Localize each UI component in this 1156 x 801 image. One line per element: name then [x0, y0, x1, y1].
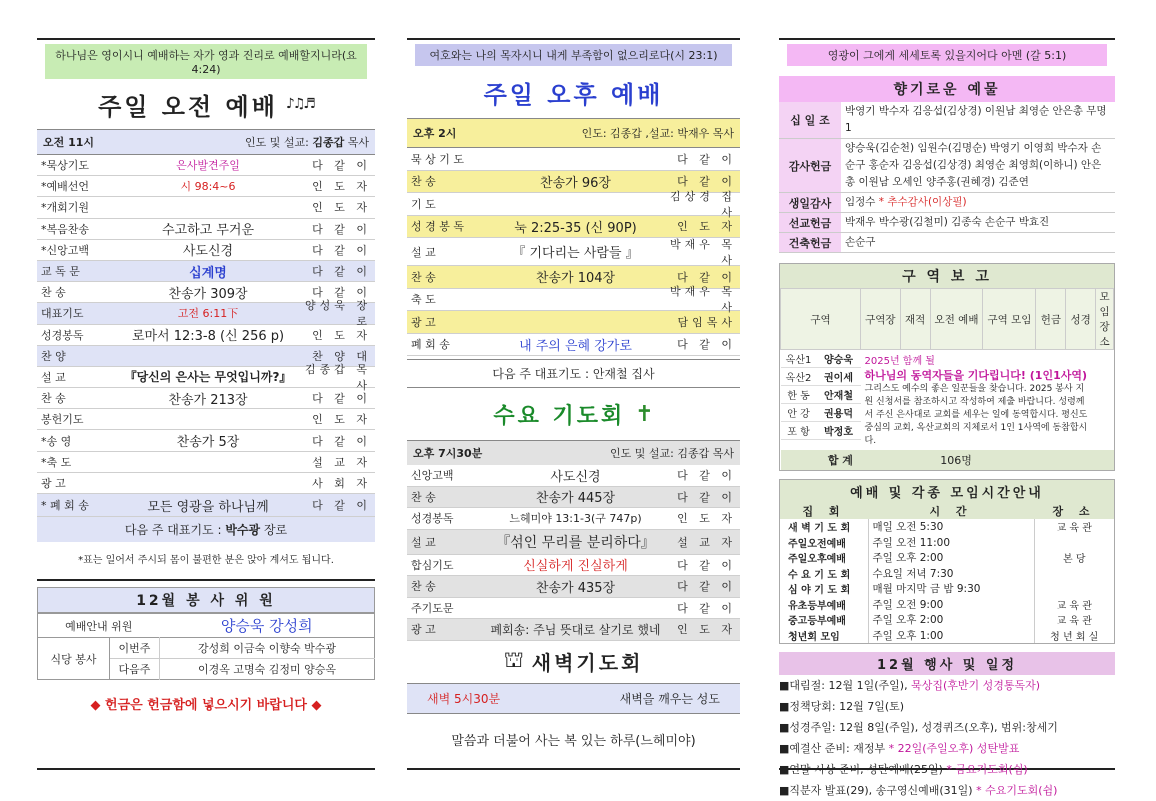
schedule-header: 시 간	[929, 505, 973, 518]
music-notes-icon: ♪♫♬	[285, 96, 314, 112]
service-time: 오후 2시	[413, 127, 457, 140]
bullet-icon: ■	[779, 700, 790, 713]
district-header: 성경	[1066, 289, 1096, 350]
order-label: 설 교	[411, 245, 436, 259]
order-row	[37, 388, 375, 409]
order-row	[37, 409, 375, 430]
this-week-names: 강성희 이금숙 이향숙 박수광	[197, 642, 336, 655]
event-item	[779, 696, 1115, 717]
event-item	[779, 717, 1115, 738]
event-item	[779, 759, 1115, 780]
order-content: 고전 6:11下	[177, 307, 239, 321]
order-content: 찬송가 5장	[176, 435, 240, 451]
page-title: 주일 오전 예배	[98, 92, 278, 121]
bottom-rule	[37, 768, 375, 770]
order-role: 다 같 이	[312, 434, 371, 448]
district-text: 그리스도 예수의 좋은 일꾼들을 찾습니다. 2025 봉사 지원 신청서를 참조하시고 작성하여 제출 바랍니다. 성령께서 주신 은사대로 교회를 세우는 일에 동역합시다. 평신도 중심의 교회, 옥산교회의 지체로서 1인 1사역에 동참합시다.	[864, 384, 1088, 446]
order-role: 다 같 이	[677, 175, 736, 189]
order-label: *예배선언	[41, 180, 90, 194]
order-content: 폐회송: 주님 뜻대로 살기로 했네	[490, 622, 661, 637]
offering-label: 건축헌금	[779, 233, 841, 253]
district-year: 2025년 함께 될	[864, 356, 935, 367]
order-role: 다 같 이	[312, 499, 371, 512]
schedule-name: 중고등부예배	[780, 612, 868, 628]
verse-banner: 하나님은 영이시니 예배하는 자가 영과 진리로 예배할지니라(요4:24)	[45, 44, 367, 79]
service-leader: 인도: 김종갑 ,설교: 박재우 목사	[581, 127, 734, 140]
district-name: 안 강	[787, 409, 810, 420]
schedule-header: 장 소	[1052, 505, 1096, 518]
schedule-row	[780, 597, 1114, 613]
order-role: 김종갑 목사	[304, 362, 371, 392]
order-content: 찬송가 104장	[535, 271, 616, 287]
order-of-worship	[37, 155, 375, 517]
order-row	[37, 261, 375, 282]
service-header	[37, 129, 375, 155]
order-role: 담임목사	[677, 315, 736, 329]
schedule-place: 교 육 관	[1056, 523, 1092, 535]
order-role: 인 도 자	[312, 201, 371, 215]
order-row	[37, 430, 375, 451]
order-label: 성 경 봉 독	[411, 220, 464, 234]
order-content: 시 98:4~6	[180, 180, 236, 194]
district-row	[781, 404, 861, 422]
offering-names: 박재우 박수광(김철미) 김종숙 손순구 박효진	[845, 216, 1050, 228]
order-label: *축 도	[41, 455, 72, 469]
morning-service-column	[37, 40, 375, 727]
offering-names: 박영기 박수자 김응섭(김상경) 이원남 최영순 안은총 무명1	[845, 105, 1107, 134]
offering-title: 향기로운 예물	[779, 76, 1115, 102]
offering-names	[841, 193, 1115, 213]
bullet-icon: ■	[779, 763, 790, 776]
order-label: 찬 송	[41, 286, 66, 300]
offering-row	[779, 213, 1115, 233]
order-row	[407, 334, 740, 357]
service-header	[407, 118, 740, 148]
order-role: 다 같 이	[677, 469, 736, 483]
order-content: 은사발견주일	[176, 159, 240, 173]
events-list	[779, 675, 1115, 801]
order-row	[407, 311, 740, 334]
order-role: 인 도 자	[677, 220, 736, 234]
schedule-time: 매월 마지막 금 밤 9:30	[868, 581, 1034, 597]
order-content: 『섞인 무리를 분리하다』	[496, 534, 655, 551]
wed-time: 오후 7시30분	[413, 447, 483, 460]
schedule-title: 예배 및 각종 모임시간안내	[780, 480, 1114, 503]
order-role: 다 같 이	[312, 392, 371, 406]
next-week-names: 이경옥 고명숙 김정미 양승옥	[197, 663, 336, 676]
order-role: 인 도 자	[312, 180, 371, 194]
schedule-row	[780, 519, 1114, 535]
order-role: 사 회 자	[312, 476, 371, 490]
order-role: 박재우 목사	[669, 285, 736, 315]
event-item	[779, 738, 1115, 759]
offering-row	[779, 193, 1115, 213]
schedule-place: 교 육 관	[1056, 600, 1092, 612]
district-header: 구역 모임	[983, 289, 1036, 350]
event-text: 직분자 발표(29), 송구영신예배(31일)	[789, 784, 977, 797]
district-name: 옥산1	[785, 355, 812, 366]
next-week-label: 다음주	[110, 659, 160, 680]
order-label: 찬 송	[411, 175, 436, 189]
order-content: 느헤미야 13:1-3(구 747p)	[509, 512, 642, 526]
district-leader: 박정호	[824, 427, 853, 438]
event-text: 대림절: 12월 1일(주일),	[789, 679, 912, 692]
bullet-icon: ■	[779, 721, 790, 734]
order-role: 다 같 이	[677, 152, 736, 166]
schedule-row	[780, 628, 1114, 644]
schedule-header-row	[780, 503, 1114, 519]
order-row	[407, 508, 740, 530]
bullet-icon: ■	[779, 784, 790, 797]
schedule-place	[1034, 581, 1114, 597]
order-label: 찬 양	[41, 349, 66, 363]
dawn-title: 새벽기도회	[531, 651, 644, 675]
order-row	[407, 619, 740, 641]
schedule-name: 심 야 기 도 회	[780, 581, 868, 597]
schedule-name: 주일오전예배	[780, 535, 868, 551]
district-table	[780, 288, 1114, 470]
order-content: 사도신경	[550, 469, 601, 485]
schedule-time: 주일 오전 9:00	[868, 597, 1034, 613]
order-role: 인 도 자	[312, 328, 371, 342]
order-label: *묵상기도	[41, 159, 90, 173]
district-header: 모임 장소	[1096, 289, 1114, 350]
order-label: 설 교	[41, 370, 66, 384]
wed-leader: 인도 및 설교: 김종갑 목사	[610, 447, 734, 460]
service-leader: 인도 및 설교: 김종갑 목사	[245, 136, 369, 149]
order-label: 광 고	[411, 623, 436, 637]
district-slogan: 하나님의 동역자들을 기다립니다! (1인1사역)	[864, 369, 1088, 382]
order-row	[37, 494, 375, 517]
event-item	[779, 675, 1115, 696]
schedule-place	[1034, 535, 1114, 551]
bottom-rule	[407, 768, 740, 770]
order-label: 찬 송	[411, 490, 436, 504]
order-content: 찬송가 435장	[535, 580, 616, 596]
schedule-row	[780, 550, 1114, 566]
schedule-name: 주일오후예배	[780, 550, 868, 566]
district-leader: 안재철	[824, 391, 853, 402]
dawn-info	[407, 683, 740, 714]
next-prayer: 다음 주 대표기도 : 박수광 장로	[37, 517, 375, 542]
district-name: 포 항	[787, 427, 810, 438]
order-role: 다 같 이	[312, 159, 371, 173]
order-label: 성경봉독	[411, 512, 454, 526]
order-content: 사도신경	[182, 244, 234, 260]
order-label: *송 영	[41, 434, 72, 448]
order-role: 다 같 이	[312, 265, 371, 279]
order-role: 설 교 자	[312, 455, 371, 469]
order-label: 찬 송	[411, 580, 436, 594]
order-row	[37, 473, 375, 494]
order-role: 다 같 이	[312, 222, 371, 236]
schedule-time: 수요일 저녁 7:30	[868, 566, 1034, 582]
district-row	[781, 368, 861, 386]
order-row	[407, 189, 740, 219]
district-row	[781, 386, 861, 404]
order-content: 찬송가 309장	[168, 286, 248, 302]
this-week-label: 이번주	[110, 638, 160, 659]
district-header: 구역	[781, 289, 861, 350]
offering-label: 십 일 조	[779, 102, 841, 139]
order-content: 신실하게 진실하게	[523, 559, 628, 575]
afternoon-service-column	[407, 40, 740, 765]
district-header: 헌금	[1036, 289, 1066, 350]
order-row	[37, 197, 375, 218]
offering-label: 감사헌금	[779, 139, 841, 193]
event-highlight: * 22일(주일오후) 성탄발표	[888, 742, 1020, 755]
order-content: 찬송가 96장	[540, 175, 611, 191]
standing-note: *표는 일어서 주시되 몸이 불편한 분은 앉아 계셔도 됩니다.	[78, 555, 334, 566]
order-label: 기 도	[411, 197, 436, 211]
event-text: 성경주일: 12월 8일(주일), 성경퀴즈(오후), 범위:창세기	[789, 721, 1058, 734]
order-row	[407, 487, 740, 509]
order-row	[37, 299, 375, 329]
next-prayer: 다음 주 대표기도 : 안재철 집사	[407, 359, 740, 388]
offering-names: 손순구	[845, 236, 876, 248]
order-role: 다 같 이	[312, 243, 371, 257]
order-role: 설 교 자	[677, 535, 736, 549]
order-label: 폐 회 송	[411, 338, 450, 352]
order-role: 다 같 이	[677, 490, 736, 504]
order-content: 수고하고 무거운	[161, 223, 255, 239]
order-label: 광 고	[411, 315, 436, 329]
verse-banner: 영광이 그에게 세세토록 있을지어다 아멘 (갈 5:1)	[787, 44, 1107, 66]
order-label: 묵 상 기 도	[411, 152, 464, 166]
event-text: 정책당회: 12월 7일(토)	[789, 700, 905, 713]
cross-icon: ✝	[635, 401, 654, 427]
event-text: 연말 시상 준비, 성탄예배(25일)	[789, 763, 947, 776]
schedule-place: 본 당	[1063, 554, 1086, 566]
schedule-place	[1034, 566, 1114, 582]
order-label: 교 독 문	[41, 265, 80, 279]
district-header: 구역장	[861, 289, 901, 350]
schedule-name: 새 벽 기 도 회	[780, 519, 868, 535]
total-value: 106명	[940, 454, 972, 467]
order-label: 찬 송	[41, 392, 66, 406]
schedule-time: 주일 오후 2:00	[868, 550, 1034, 566]
order-row	[407, 285, 740, 315]
order-row	[407, 598, 740, 620]
order-content: 눅 2:25-35 (신 90P)	[514, 220, 637, 236]
order-row	[37, 452, 375, 473]
total-label: 합 계	[827, 454, 853, 467]
dawn-desc: 새벽을 깨우는 성도	[619, 691, 720, 706]
order-role: 다 같 이	[677, 338, 736, 352]
event-highlight: * 수요기도회(쉼)	[976, 784, 1058, 797]
events-title: 12월 행사 및 일정	[779, 652, 1115, 675]
order-label: *개회기원	[41, 201, 90, 215]
order-label: 대표기도	[41, 307, 84, 321]
district-row	[781, 350, 861, 368]
order-role: 다 같 이	[312, 286, 371, 300]
district-name: 한 동	[787, 391, 810, 402]
district-header: 오전 예배	[930, 289, 983, 350]
title-area	[37, 79, 375, 129]
offering-note: ◆ 헌금은 헌금함에 넣으시기 바랍니다 ◆	[90, 698, 322, 713]
schedule-name: 유초등부예배	[780, 597, 868, 613]
order-content: 십계명	[189, 265, 227, 281]
order-row	[407, 530, 740, 555]
service-time: 오전 11시	[43, 136, 95, 149]
district-leader: 권이세	[824, 373, 853, 384]
order-content: 로마서 12:3-8 (신 256 p)	[131, 329, 285, 345]
order-role: 김상경 집사	[669, 189, 736, 219]
order-content: 모든 영광을 하나님께	[147, 499, 269, 515]
district-row	[781, 422, 861, 440]
order-content: 찬송가 445장	[535, 491, 616, 507]
praying-person-icon: ⛫	[503, 647, 524, 673]
schedule-time: 매일 오전 5:30	[868, 519, 1034, 535]
page-title: 주일 오후 예배	[483, 80, 664, 109]
dawn-time: 새벽 5시30분	[427, 691, 501, 706]
schedule-place: 교 육 관	[1056, 616, 1092, 628]
order-row	[37, 325, 375, 346]
event-highlight: 묵상집(후반기 성경통독자)	[911, 679, 1041, 692]
district-title: 구 역 보 고	[780, 264, 1114, 288]
schedule-time: 주일 오후 2:00	[868, 612, 1034, 628]
wed-header	[407, 440, 740, 465]
order-row	[407, 555, 740, 577]
dawn-title-area	[407, 641, 740, 683]
order-role: 인 도 자	[312, 413, 371, 427]
wed-title-area	[407, 388, 740, 440]
order-label: 합심기도	[411, 558, 454, 572]
order-content: 찬송가 213장	[168, 392, 248, 408]
divider	[37, 579, 375, 581]
guide-names: 양승욱 강성희	[220, 617, 313, 635]
offering-table	[779, 102, 1115, 253]
bullet-icon: ■	[779, 742, 790, 755]
schedule-time: 주일 오후 1:00	[868, 628, 1034, 644]
offering-row	[779, 139, 1115, 193]
schedule-name: 청년회 모임	[780, 628, 868, 644]
volunteer-table	[37, 613, 375, 680]
schedule-row	[780, 535, 1114, 551]
order-label: 신앙고백	[411, 469, 454, 483]
dining-label: 식당 봉사	[38, 638, 110, 680]
order-role: 인 도 자	[677, 512, 736, 526]
order-role: 다 같 이	[677, 601, 736, 615]
schedule-row	[780, 566, 1114, 582]
district-leader: 권용덕	[824, 409, 853, 420]
order-label: 봉헌기도	[41, 413, 84, 427]
offering-row	[779, 102, 1115, 139]
schedule-header: 집 회	[802, 505, 846, 518]
verse-banner: 여호와는 나의 목자시니 내게 부족함이 없으리로다(시 23:1)	[415, 44, 732, 66]
order-role: 인 도 자	[677, 623, 736, 637]
order-role: 다 같 이	[677, 558, 736, 572]
order-row	[37, 176, 375, 197]
order-row	[407, 238, 740, 266]
offering-label: 선교헌금	[779, 213, 841, 233]
order-content: 내 주의 은혜 강가로	[519, 338, 632, 354]
volunteer-title: 12월 봉 사 위 원	[37, 587, 375, 613]
birthday-name: 임정수	[845, 196, 879, 208]
order-role: 양성욱 장로	[304, 299, 371, 329]
schedule-place: 청 년 회 실	[1050, 631, 1099, 643]
order-row	[407, 576, 740, 598]
order-content: 『당신의 은사는 무엇입니까?』	[124, 370, 292, 385]
schedule-time: 주일 오전 11:00	[868, 535, 1034, 551]
dawn-motto: 말씀과 더불어 사는 복 있는 하루(느헤미야)	[451, 733, 696, 749]
offering-column	[779, 40, 1115, 801]
schedule-table	[780, 503, 1114, 643]
district-header: 재적	[900, 289, 930, 350]
title-area	[407, 66, 740, 118]
order-row	[37, 362, 375, 392]
offering-label: 생일감사	[779, 193, 841, 213]
order-role: 다 같 이	[677, 580, 736, 594]
event-text: 예결산 준비: 재정부	[789, 742, 889, 755]
order-label: *신앙고백	[41, 243, 90, 257]
order-label: 설 교	[411, 535, 436, 549]
offering-names: 양승욱(김순천) 임원수(김명순) 박영기 이영희 박수자 손순구 홍순자 김응섭(김상경) 최영순 최영희(이하니) 안은총 이원남 오세인 양주홍(권혜경) 김준연	[845, 142, 1102, 188]
offering-row	[779, 233, 1115, 253]
thanks-note: * 추수감사(이상필)	[878, 196, 967, 208]
guide-label: 예배안내 위원	[65, 619, 133, 633]
wed-order	[407, 465, 740, 641]
order-role: 찬 양 대	[312, 349, 371, 363]
order-row	[407, 465, 740, 487]
order-label: 광 고	[41, 476, 66, 490]
order-label: 축 도	[411, 293, 436, 307]
wed-title: 수요 기도회	[493, 403, 626, 429]
bullet-icon: ■	[779, 679, 790, 692]
schedule-row	[780, 612, 1114, 628]
order-label: 성경봉독	[41, 328, 84, 342]
order-label: *복음찬송	[41, 222, 90, 236]
order-label: 찬 송	[411, 270, 436, 284]
order-row	[37, 155, 375, 176]
schedule-name: 수 요 기 도 회	[780, 566, 868, 582]
order-of-worship	[407, 148, 740, 356]
district-leader: 양승욱	[824, 355, 853, 366]
event-highlight: * 금요기도회(쉼)	[946, 763, 1028, 776]
order-role: 박재우 목사	[669, 237, 736, 267]
district-name: 옥산2	[785, 373, 812, 384]
order-label: 주기도문	[411, 601, 454, 615]
order-row	[37, 219, 375, 240]
order-label: * 폐 회 송	[41, 499, 89, 512]
event-item	[779, 780, 1115, 801]
order-row	[37, 240, 375, 261]
order-content: 『 기다리는 사람들 』	[512, 246, 639, 261]
order-role: 다 같 이	[677, 270, 736, 284]
schedule-row	[780, 581, 1114, 597]
order-row	[407, 148, 740, 171]
